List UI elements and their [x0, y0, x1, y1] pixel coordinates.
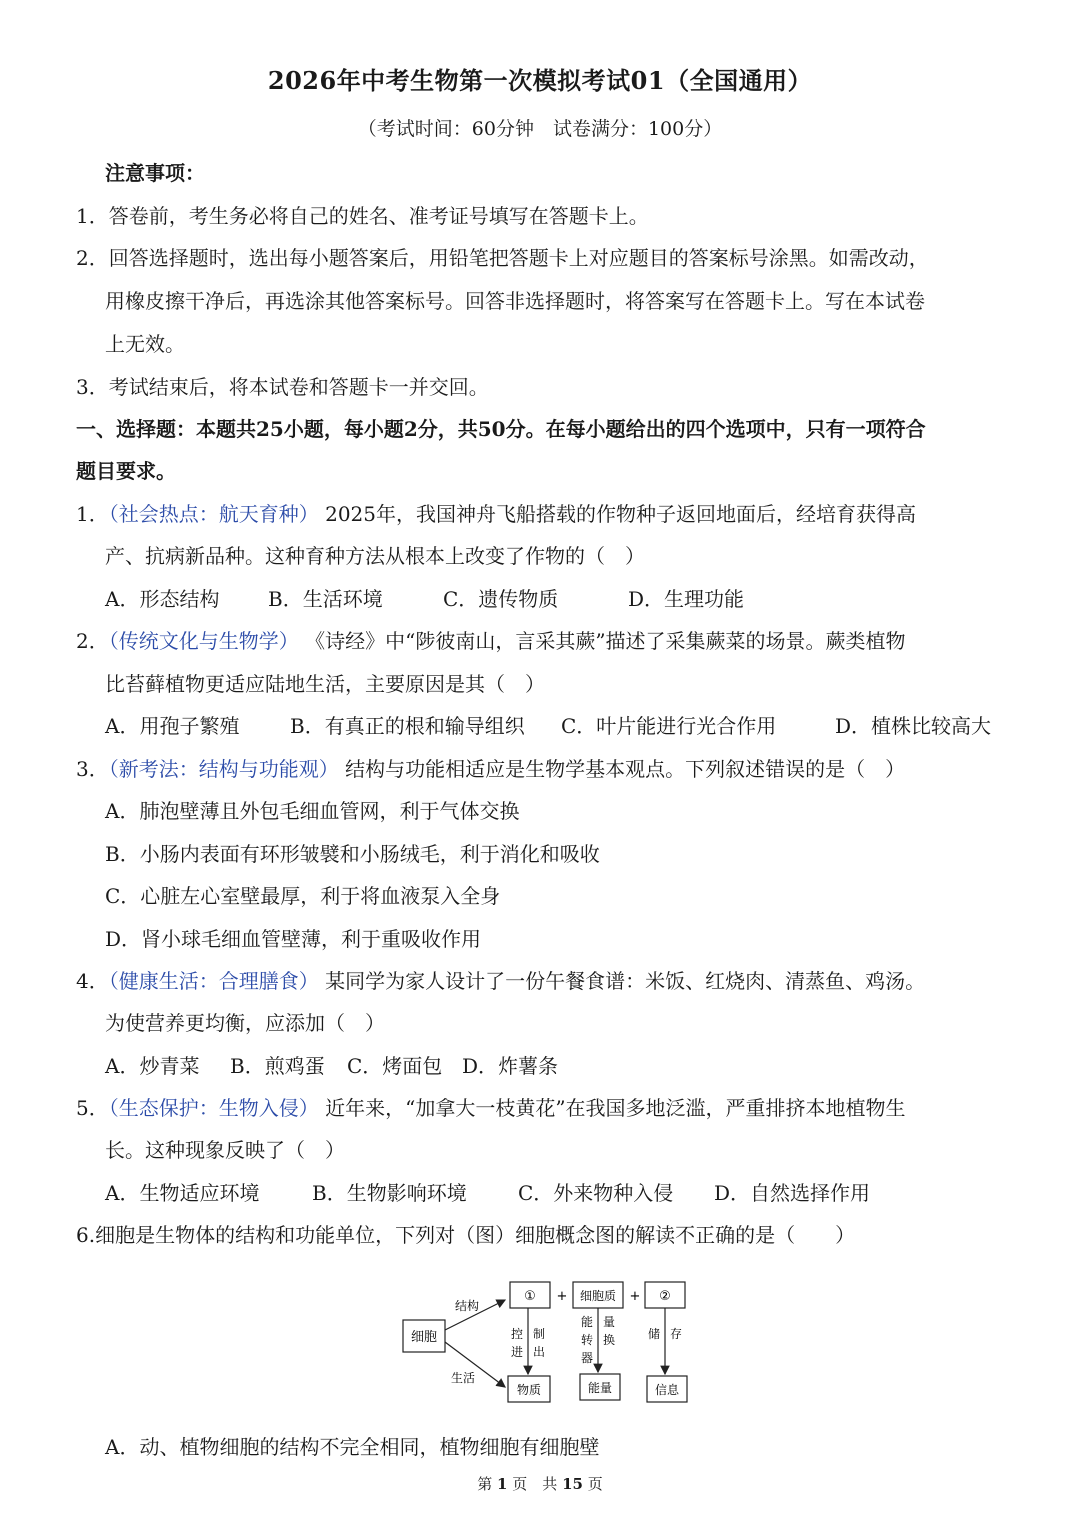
q5-option-d: D．自然选择作用 [714, 1181, 871, 1205]
current-page-number: 1 [497, 1475, 508, 1493]
energy-converter-label: 量 [602, 1315, 616, 1329]
notice-item-2-line-3: 上无效。 [105, 332, 185, 356]
q1-option-c: C．遗传物质 [443, 587, 559, 611]
question-tag: （新考法：结构与功能观） [108, 757, 339, 781]
q3-option-c: C．心脏左心室壁最厚，利于将血液泵入全身 [105, 884, 501, 908]
question-3-line-1 [76, 754, 1016, 784]
notice-item-3: 3．考试结束后，将本试卷和答题卡一并交回。 [76, 375, 489, 399]
question-tag: （社会热点：航天育种） [108, 502, 319, 526]
question-stem: 2025年，我国神舟飞船搭载的作物种子返回地面后，经培育获得高 [325, 502, 916, 526]
question-2-line-2: 比苔藓植物更适应陆地生活，主要原因是其（ ） [105, 672, 545, 696]
page-title: 2026年中考生物第一次模拟考试01（全国通用） [267, 66, 813, 95]
control-label: 制 [532, 1327, 546, 1341]
q5-option-b: B．生物影响环境 [312, 1181, 467, 1205]
notice-item-1: 1．答卷前，考生务必将自己的姓名、准考证号填写在答题卡上。 [76, 204, 649, 228]
cytoplasm-label: 细胞质 [579, 1289, 617, 1303]
energy-converter-label: 能 [580, 1315, 594, 1329]
q2-option-b: B．有真正的根和输导组织 [290, 714, 525, 738]
question-2-line-1 [76, 626, 1016, 656]
question-number: 4． [76, 969, 109, 993]
q2-option-a: A．用孢子繁殖 [105, 714, 240, 738]
energy-converter-label: 换 [602, 1333, 616, 1347]
q3-option-d: D．肾小球毛细血管壁薄，利于重吸收作用 [105, 927, 482, 951]
question-number: 2． [76, 629, 109, 653]
energy-converter-label: 器 [580, 1351, 594, 1365]
life-label: 生活 [450, 1371, 476, 1385]
control-label: 出 [532, 1345, 546, 1359]
q4-option-d: D．炸薯条 [462, 1054, 559, 1078]
notice-item-2-line-1: 2．回答选择题时，选出每小题答案后，用铅笔把答题卡上对应题目的答案标号涂黑。如需改动， [76, 246, 929, 270]
cell-label: 细胞 [410, 1330, 438, 1345]
cell-concept-diagram [395, 1270, 715, 1420]
question-number: 3． [76, 757, 109, 781]
control-label: 控 [510, 1327, 524, 1341]
notice-item-2-line-2: 用橡皮擦干净后，再选涂其他答案标号。回答非选择题时，将答案写在答题卡上。写在本试卷 [105, 289, 925, 313]
q5-option-c: C．外来物种入侵 [518, 1181, 674, 1205]
q5-option-a: A．生物适应环境 [105, 1181, 260, 1205]
question-4-line-1 [76, 966, 1016, 996]
q1-option-a: A．形态结构 [105, 587, 220, 611]
info-label: 信息 [654, 1383, 680, 1397]
plus-1: + [556, 1289, 568, 1304]
exam-info: （考试时间：60分钟 试卷满分：100分） [357, 118, 723, 140]
question-1-line-1 [76, 499, 1016, 529]
energy-label: 能量 [587, 1381, 613, 1395]
footer-suffix: 页 [587, 1475, 603, 1493]
question-stem: 某同学为家人设计了一份午餐食谱：米饭、红烧肉、清蒸鱼、鸡汤。 [325, 969, 926, 993]
q2-option-d: D．植株比较高大 [835, 714, 992, 738]
q4-option-b: B．煎鸡蛋 [230, 1054, 325, 1078]
section-heading-line-2: 题目要求。 [76, 459, 176, 483]
question-stem: 《诗经》中“陟彼南山，言采其蕨”描述了采集蕨菜的场景。蕨类植物 [305, 629, 906, 653]
matter-label: 物质 [516, 1383, 542, 1397]
q1-option-b: B．生活环境 [268, 587, 383, 611]
footer-prefix: 第 [477, 1475, 493, 1493]
question-number: 1． [76, 502, 109, 526]
question-6-stem: 6.细胞是生物体的结构和功能单位，下列对（图）细胞概念图的解读不正确的是（ ） [76, 1223, 856, 1247]
q4-option-a: A．炒青菜 [105, 1054, 200, 1078]
control-label: 进 [510, 1345, 524, 1359]
store-label: 储 [647, 1327, 661, 1341]
question-stem: 结构与功能相适应是生物学基本观点。下列叙述错误的是（ ） [345, 757, 906, 781]
q4-option-c: C．烤面包 [347, 1054, 443, 1078]
page-footer [0, 1474, 1080, 1494]
q6-option-a: A．动、植物细胞的结构不完全相同，植物细胞有细胞壁 [105, 1435, 600, 1459]
q2-option-c: C．叶片能进行光合作用 [561, 714, 777, 738]
structure-label: 结构 [454, 1299, 480, 1313]
q3-option-b: B．小肠内表面有环形皱襞和小肠绒毛，利于消化和吸收 [105, 842, 600, 866]
energy-converter-label: 转 [580, 1333, 594, 1347]
question-5-line-2: 长。这种现象反映了（ ） [105, 1138, 345, 1162]
store-label: 存 [669, 1327, 683, 1341]
question-number: 5． [76, 1096, 109, 1120]
plus-2: + [629, 1289, 641, 1304]
notice-heading: 注意事项： [105, 161, 205, 185]
section-heading-line-1: 一、选择题：本题共25小题，每小题2分，共50分。在每小题给出的四个选项中，只有一项符合 [76, 417, 926, 441]
q1-option-d: D．生理功能 [628, 587, 745, 611]
question-tag: （传统文化与生物学） [108, 629, 299, 653]
box-2-label: ② [659, 1289, 671, 1304]
question-stem: 近年来，“加拿大一枝黄花”在我国多地泛滥，严重排挤本地植物生 [325, 1096, 906, 1120]
total-pages: 15 [562, 1475, 583, 1493]
question-5-line-1 [76, 1093, 1016, 1123]
box-1-label: ① [524, 1289, 536, 1304]
footer-mid: 页 共 [512, 1475, 558, 1493]
question-4-line-2: 为使营养更均衡，应添加（ ） [105, 1011, 385, 1035]
q3-option-a: A．肺泡壁薄且外包毛细血管网，利于气体交换 [105, 799, 520, 823]
question-tag: （健康生活：合理膳食） [108, 969, 319, 993]
question-1-line-2: 产、抗病新品种。这种育种方法从根本上改变了作物的（ ） [105, 544, 645, 568]
question-tag: （生态保护：生物入侵） [108, 1096, 319, 1120]
